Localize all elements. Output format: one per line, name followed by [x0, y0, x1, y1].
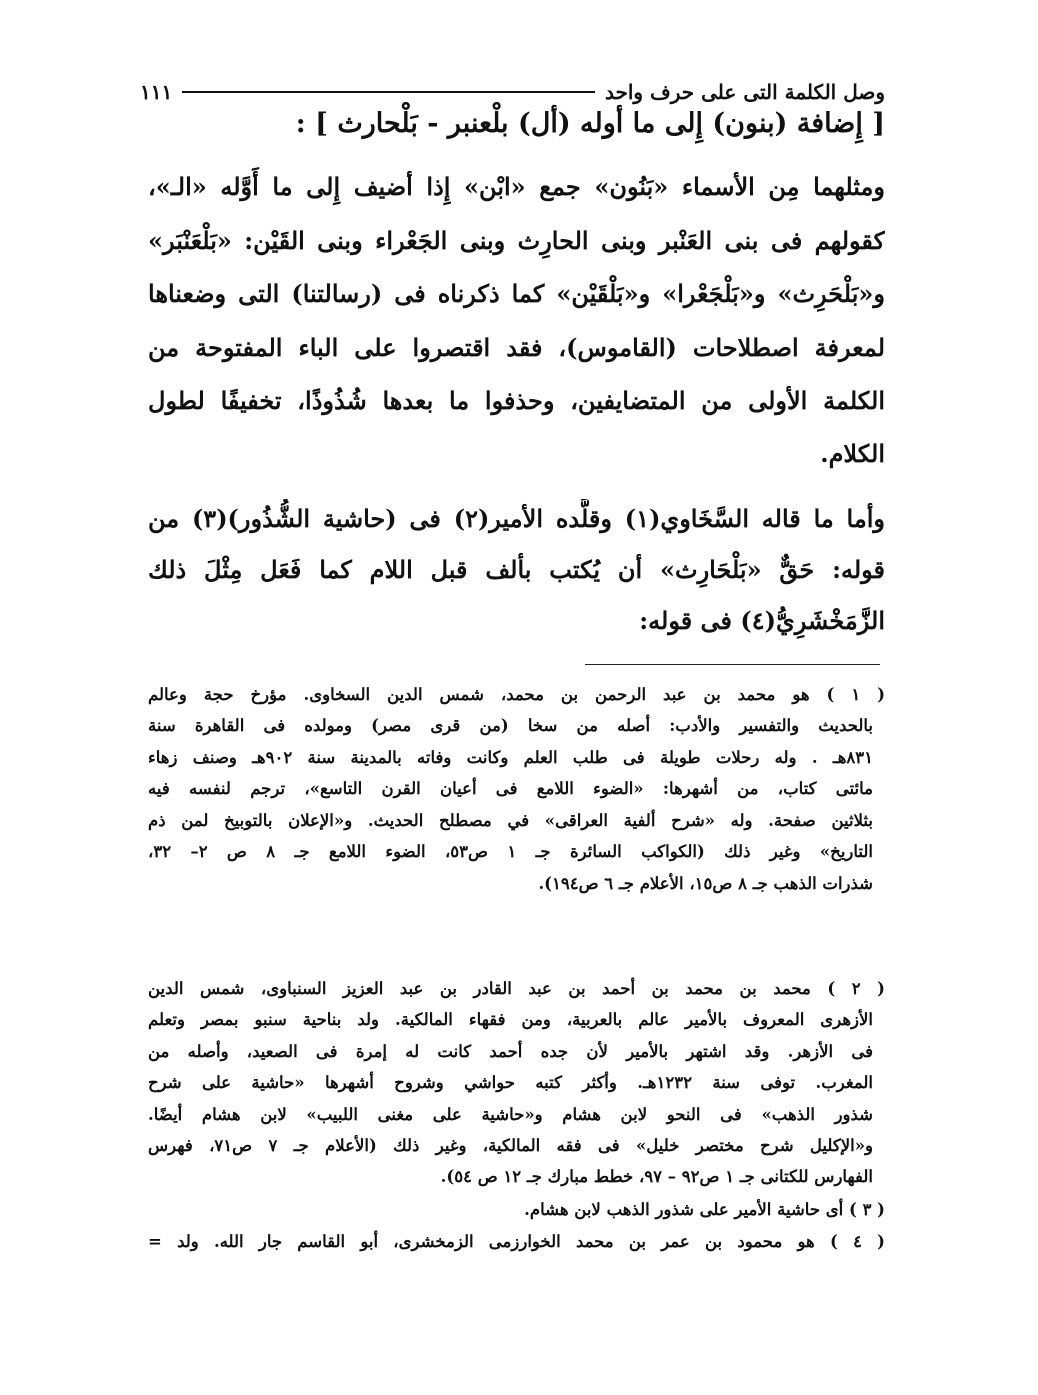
footnote-line: ( ٢ ) محمد بن محمد بن أحمد بن عبد القادر بن عبد العزيز السنباوى، شمس الدين	[148, 979, 885, 998]
text-line: لمعرفة اصطلاحات (القاموس)، فقد اقتصروا على الباء المفتوحة من	[148, 333, 885, 362]
footnote-line: ( ٤ ) هو محمود بن عمر بن محمد الخوارزمى الزمخشرى، أبو القاسم جار الله. ولد =	[148, 1232, 885, 1251]
footnote-line: بثلاثين صفحة. وله «شرح ألفية العراقى» في مصطلح الحديث. و«الإعلان بالتوبيخ لمن ذم	[148, 811, 873, 830]
text-line: الكلام.	[820, 439, 885, 468]
text-line: قوله: حَقٌّ «بَلْحَارِث» أن يُكتب بألف قبل اللام كما فَعَل مِثْلَ ذلك	[148, 555, 885, 584]
header-rule	[182, 91, 595, 93]
text-line: الزَّمَخْشَرِيُّ(٤) فى قوله:	[639, 606, 885, 635]
text-line: الكلمة الأولى من المتضايفين، وحذفوا ما بعدها شُذُوذًا، تخفيفًا لطول	[148, 386, 885, 415]
section-title: [ إِضافة (بنون) إِلى ما أوله (أل) بلْعنبر - بَلْحارث ] :	[295, 108, 885, 139]
text-line: كقولهم فى بنى العَنْبر وبنى الحارِث وبنى الجَعْراء وبنى القَيْن: «بَلْعَنْبَر»	[148, 226, 885, 255]
footnote-line: بالحديث والتفسير والأدب: أصله من سخا (من قرى مصر) ومولده فى القاهرة سنة	[148, 716, 873, 735]
text-line: ومثلهما مِن الأسماء «بَنُون» جمع «ابْن» إِذا أضيف إِلى ما أَوَّله «الـ»،	[148, 172, 885, 201]
footnote-line: فى الأزهر. وقد اشتهر بالأمير لأن جده أحمد كانت له إمرة فى الصعيد، وأصله من	[148, 1042, 873, 1061]
footnote-line: مائتى كتاب، من أشهرها: «الضوء اللامع فى أعيان القرن التاسع»، ترجم لنفسه فيه	[148, 779, 873, 798]
footnote-line: ٨٣١هـ . وله رحلات طويلة فى طلب العلم وكانت وفاته بالمدينة سنة ٩٠٢هـ وصنف زهاء	[148, 748, 873, 767]
footnote-line: المغرب. توفى سنة ١٢٣٢هـ. وأكثر كتبه حواشي وشروح أشهرها «حاشية على شرح	[148, 1073, 873, 1092]
footnote-line: الأزهرى المعروف بالأمير عالم بالعربية، ومن فقهاء المالكية. ولد بناحية سنبو بمصر وتعلم	[148, 1010, 873, 1029]
text-line: وأما ما قاله السَّخَاوي(١) وقلَّده الأمير(٢) فى (حاشية الشُّذُور)(٣) من	[148, 504, 885, 533]
footnote-line: شذرات الذهب جـ ٨ ص١٥، الأعلام جـ ٦ ص١٩٤).	[538, 874, 873, 893]
footnote-separator	[585, 664, 880, 665]
footnote-line: التاريخ» وغير ذلك (الكواكب السائرة جـ ١ ص٥٣، الضوء اللامع جـ ٨ ص ٢– ٣٢،	[148, 842, 873, 861]
footnote-line: شذور الذهب» فى النحو لابن هشام و«حاشية على مغنى اللبيب» لابن هشام أيضًا.	[148, 1105, 873, 1124]
footnote-line: و«الإكليل شرح مختصر خليل» فى فقه المالكية، وغير ذلك (الأعلام جـ ٧ ص٧١، فهرس	[148, 1136, 873, 1155]
footnote-line: الفهارس للكتانى جـ ١ ص٩٢ – ٩٧، خطط مبارك جـ ١٢ ص ٥٤).	[440, 1167, 873, 1186]
text-line: و«بَلْحَرِث» و«بَلْجَعْرا» و«بَلْقَيْن» كما ذكرناه فى (رسالتنا) التى وضعناها	[148, 279, 885, 308]
running-header	[140, 74, 885, 110]
footnote-line: ( ١ ) هو محمد بن عبد الرحمن بن محمد، شمس الدين السخاوى. مؤرخ حجة وعالم	[148, 685, 885, 704]
page-number: ١١١	[140, 80, 173, 104]
running-title: وصل الكلمة التى على حرف واحد	[605, 80, 885, 104]
footnote-line: ( ٣ ) أى حاشية الأمير على شذور الذهب لابن هشام.	[524, 1200, 885, 1219]
